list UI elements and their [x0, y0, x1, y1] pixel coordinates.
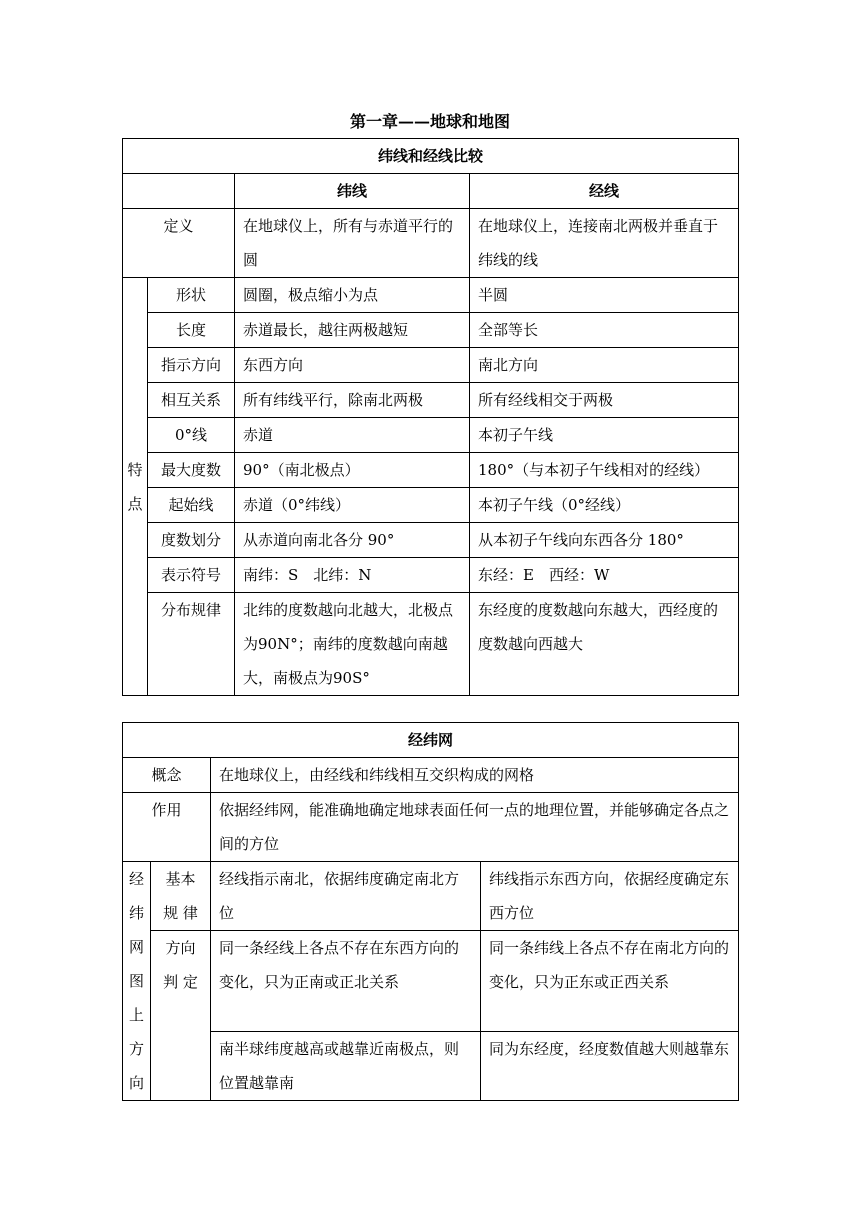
feature-row-label: 0°线	[148, 418, 235, 453]
direction-label-line2: 判 定	[163, 973, 198, 991]
basic-rule-label-line2: 规 律	[163, 904, 198, 922]
latitude-longitude-comparison-table	[122, 138, 739, 696]
feature-row-jingxian: 本初子午线（0°经线）	[470, 488, 739, 523]
basic-rule-label-line1: 基本	[165, 870, 196, 888]
feature-row-label: 相互关系	[148, 383, 235, 418]
definition-weixian: 在地球仪上，所有与赤道平行的圆	[235, 209, 470, 278]
graticule-direction-side-label	[123, 862, 151, 1101]
feature-row-label: 起始线	[148, 488, 235, 523]
feature-row-jingxian: 东经度的度数越向东越大，西经度的度数越向西越大	[470, 593, 739, 696]
definition-jingxian: 在地球仪上，连接南北两极并垂直于纬线的线	[470, 209, 739, 278]
direction-label-line1: 方向	[165, 939, 196, 957]
feature-row-weixian: 北纬的度数越向北越大，北极点为90N°；南纬的度数越向南越大，南极点为90S°	[235, 593, 470, 696]
feature-row-weixian: 东西方向	[235, 348, 470, 383]
table2-title: 经纬网	[123, 723, 739, 758]
side-label-char: 上	[128, 1006, 144, 1024]
table1-header-weixian: 纬线	[235, 174, 470, 209]
usage-text: 依据经纬网，能准确地确定地球表面任何一点的地理位置，并能够确定各点之间的方位	[211, 793, 739, 862]
feature-row-jingxian: 所有经线相交于两极	[470, 383, 739, 418]
feature-row-label: 指示方向	[148, 348, 235, 383]
table1-header-blank	[123, 174, 235, 209]
feature-row-weixian: 赤道（0°纬线）	[235, 488, 470, 523]
feature-row-jingxian: 本初子午线	[470, 418, 739, 453]
side-label-char: 图	[128, 972, 144, 990]
graticule-table	[122, 722, 739, 1101]
feature-row-jingxian: 南北方向	[470, 348, 739, 383]
definition-label: 定义	[123, 209, 235, 278]
feature-row-label: 度数划分	[148, 523, 235, 558]
feature-row-jingxian: 东经：E 西经：W	[470, 558, 739, 593]
direction-row1-left: 同一条经线上各点不存在东西方向的变化，只为正南或正北关系	[211, 931, 481, 1032]
table1-header-jingxian: 经线	[470, 174, 739, 209]
features-label	[123, 278, 148, 696]
feature-row-jingxian: 全部等长	[470, 313, 739, 348]
table1-title: 纬线和经线比较	[123, 139, 739, 174]
feature-row-weixian: 从赤道向南北各分 90°	[235, 523, 470, 558]
side-label-char: 纬	[128, 904, 144, 922]
page-title: 第一章——地球和地图	[349, 112, 510, 131]
concept-label: 概念	[123, 758, 211, 793]
direction-row2-right: 同为东经度，经度数值越大则越靠东	[481, 1032, 739, 1101]
direction-judgment-label	[151, 931, 211, 1101]
feature-row-label: 表示符号	[148, 558, 235, 593]
feature-row-weixian: 所有纬线平行，除南北两极	[235, 383, 470, 418]
feature-row-jingxian: 半圆	[470, 278, 739, 313]
side-label-char: 经	[128, 870, 144, 888]
features-label-char: 特点	[127, 460, 143, 513]
usage-label: 作用	[123, 793, 211, 862]
feature-row-label: 长度	[148, 313, 235, 348]
feature-row-weixian: 南纬：S 北纬：N	[235, 558, 470, 593]
feature-row-weixian: 赤道	[235, 418, 470, 453]
feature-row-label: 分布规律	[148, 593, 235, 696]
direction-row2-left: 南半球纬度越高或越靠近南极点，则位置越靠南	[211, 1032, 481, 1101]
feature-row-label: 最大度数	[148, 453, 235, 488]
basic-rule-jingxian: 经线指示南北，依据纬度确定南北方位	[211, 862, 481, 931]
side-label-char: 向	[128, 1074, 144, 1092]
feature-row-weixian: 圆圈，极点缩小为点	[235, 278, 470, 313]
direction-row1-right: 同一条纬线上各点不存在南北方向的变化，只为正东或正西关系	[481, 931, 739, 1032]
feature-row-jingxian: 从本初子午线向东西各分 180°	[470, 523, 739, 558]
feature-row-jingxian: 180°（与本初子午线相对的经线）	[470, 453, 739, 488]
basic-rule-label	[151, 862, 211, 931]
basic-rule-weixian: 纬线指示东西方向，依据经度确定东西方位	[481, 862, 739, 931]
feature-row-label: 形状	[148, 278, 235, 313]
feature-row-weixian: 90°（南北极点）	[235, 453, 470, 488]
side-label-char: 网	[128, 938, 144, 956]
side-label-char: 方	[128, 1040, 144, 1058]
concept-text: 在地球仪上，由经线和纬线相互交织构成的网格	[211, 758, 739, 793]
feature-row-weixian: 赤道最长，越往两极越短	[235, 313, 470, 348]
